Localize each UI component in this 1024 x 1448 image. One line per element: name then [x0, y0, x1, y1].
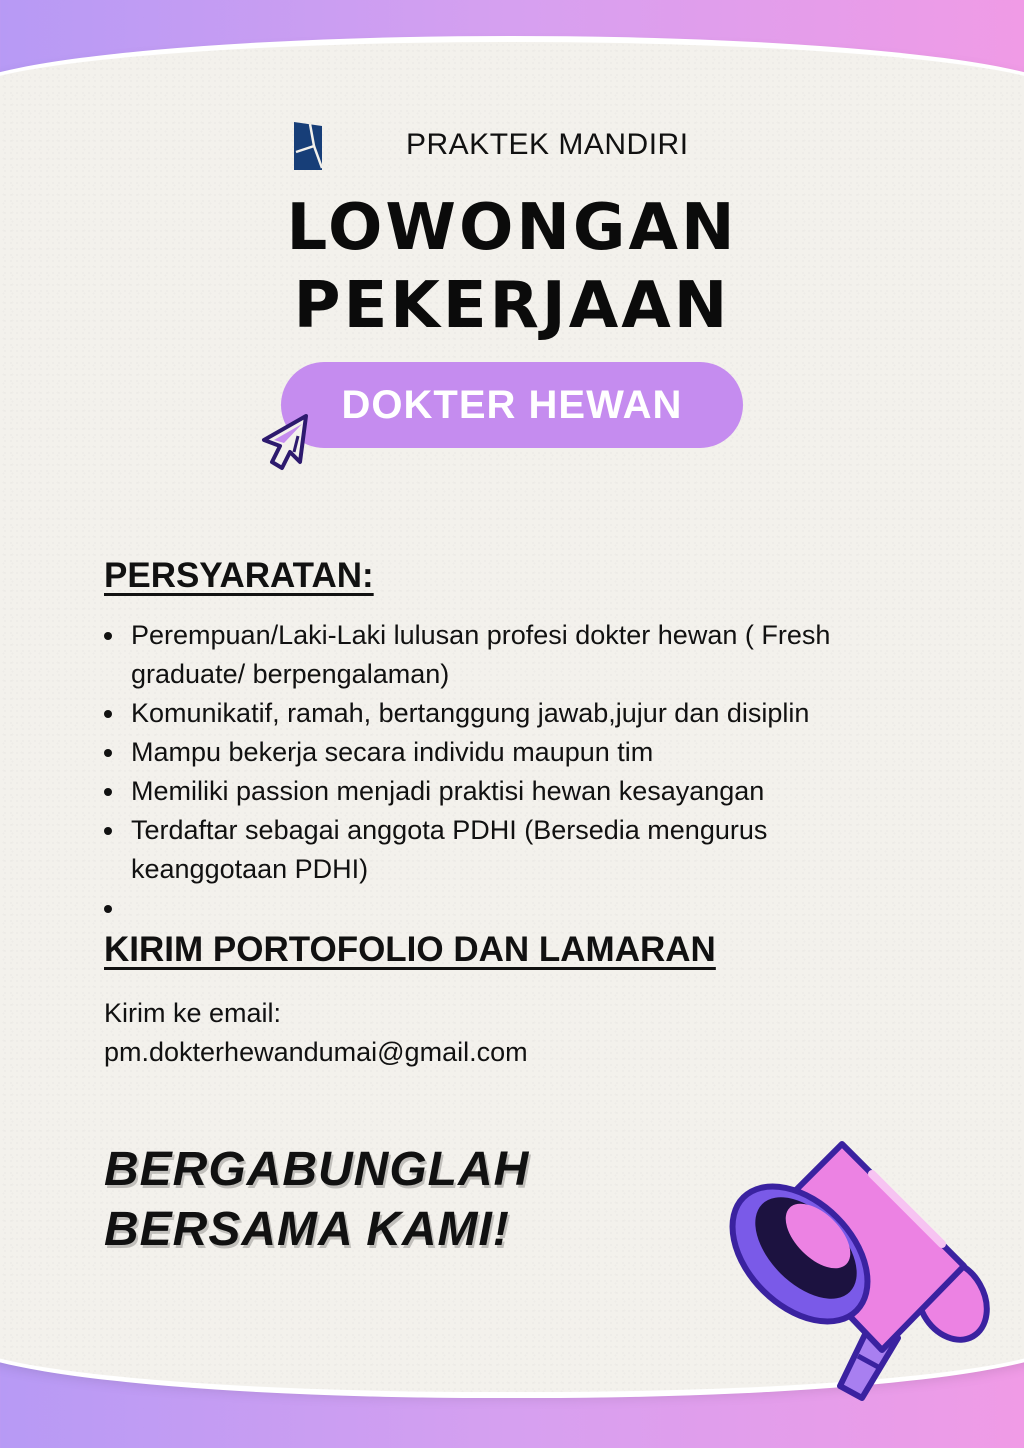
- list-item: Terdaftar sebagai anggota PDHI (Bersedia mengurus keanggotaan PDHI): [104, 811, 864, 889]
- clinic-logo-icon: [292, 120, 324, 172]
- cursor-arrow-icon: [258, 412, 314, 474]
- closing-line2: BERSAMA KAMI!: [104, 1203, 510, 1256]
- megaphone-icon: [722, 1124, 1012, 1414]
- application-heading: KIRIM PORTOFOLIO DAN LAMARAN: [104, 930, 716, 969]
- position-badge-label: DOKTER HEWAN: [341, 382, 683, 427]
- application-details: [104, 994, 528, 1072]
- list-item: Mampu bekerja secara individu maupun tim: [104, 733, 864, 772]
- position-badge: [281, 362, 743, 448]
- page-title-line1: LOWONGAN: [286, 191, 738, 265]
- closing-line1: BERGABUNGLAH: [104, 1143, 530, 1196]
- requirements-heading: PERSYARATAN:: [104, 556, 374, 595]
- send-label: Kirim ke email:: [104, 998, 282, 1028]
- list-item-empty: [104, 889, 864, 928]
- list-item: Perempuan/Laki-Laki lulusan profesi dokter hewan ( Fresh graduate/ berpengalaman): [104, 616, 864, 694]
- requirements-list: [104, 616, 864, 928]
- organization-name: PRAKTEK MANDIRI: [406, 128, 689, 161]
- page-title-line2: PEKERJAAN: [293, 269, 731, 343]
- email-link[interactable]: pm.dokterhewandumai@gmail.com: [104, 1037, 528, 1067]
- list-item: Komunikatif, ramah, bertanggung jawab,jujur dan disiplin: [104, 694, 864, 733]
- list-item: Memiliki passion menjadi praktisi hewan kesayangan: [104, 772, 864, 811]
